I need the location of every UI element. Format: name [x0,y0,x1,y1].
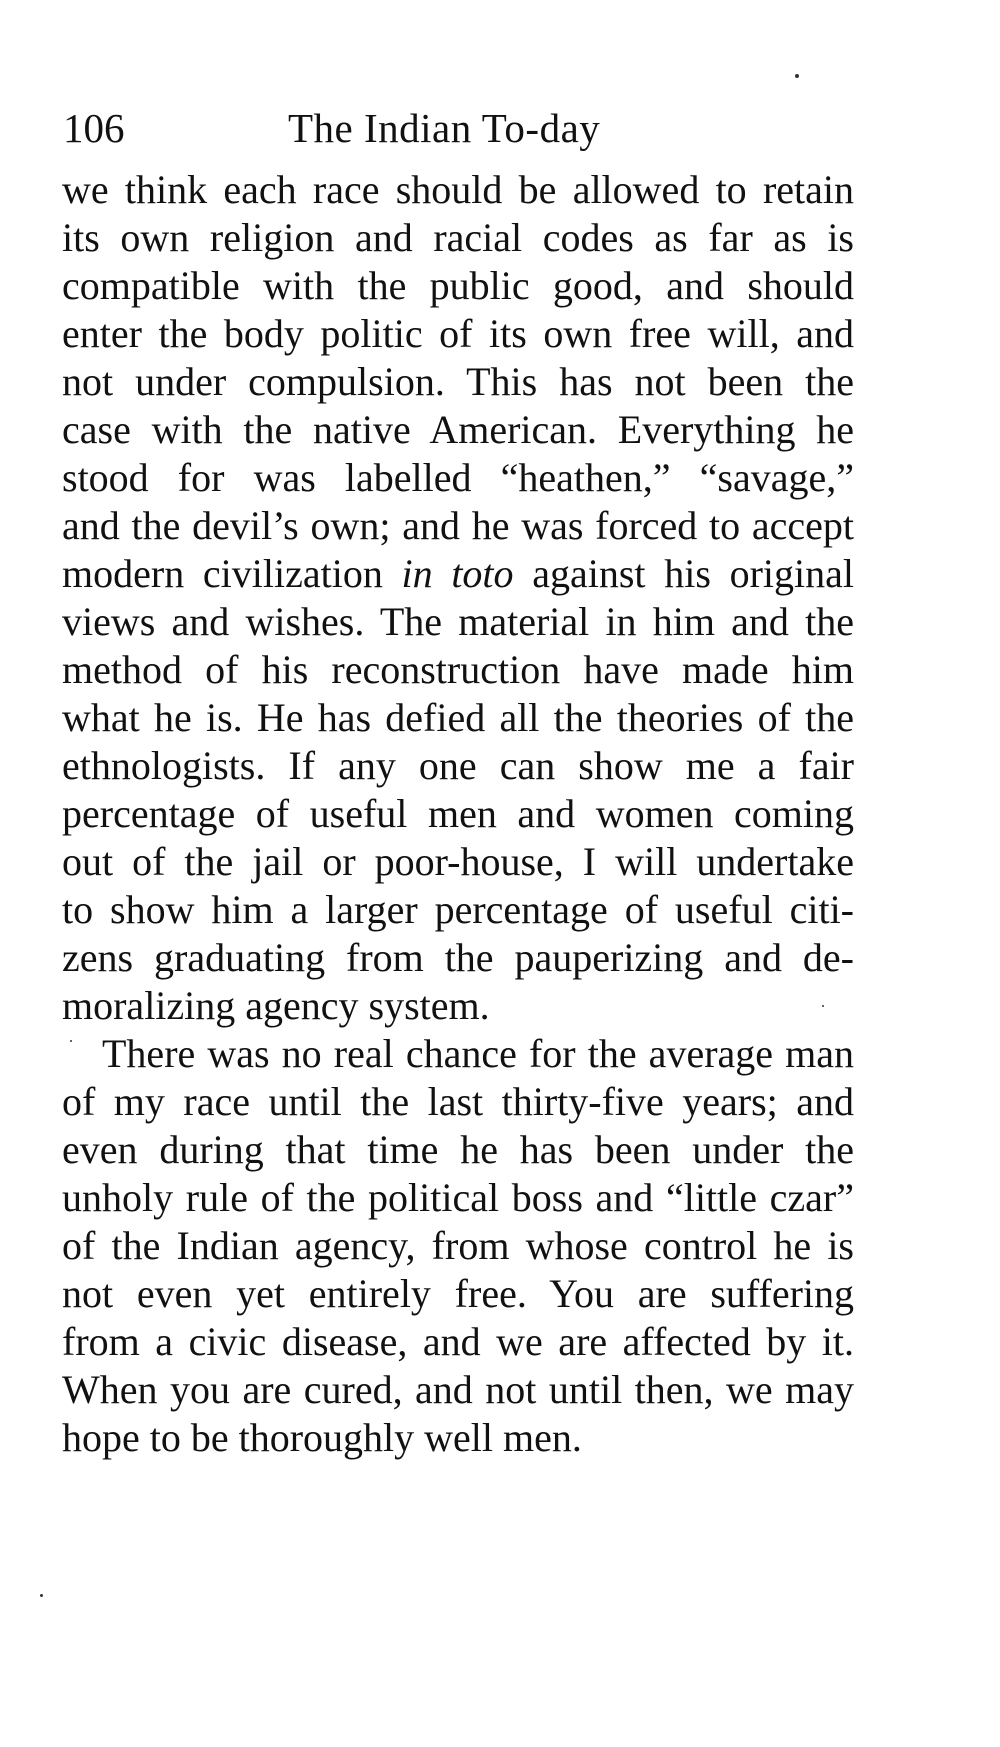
text-line: out of the jail or poor-house, I will undertake [62,839,854,884]
text-line: percentage of useful men and women coming [62,791,854,836]
text-line: views and wishes. The material in him and the [62,599,854,644]
text-line: case with the native American. Everything he [62,407,854,452]
scan-speck [822,1005,824,1007]
page-header [63,98,853,158]
text-line: zens graduating from the pauperizing and de- [62,935,854,980]
body-text [62,166,854,1462]
text-line: When you are cured, and not until then, we may [62,1367,854,1412]
text-line: hope to be thoroughly well men. [62,1415,582,1460]
scan-speck [40,1594,43,1597]
running-title: The Indian To-day [288,105,601,151]
text-line: from a civic disease, and we are affected by it. [62,1319,854,1364]
text-line: moralizing agency system. [62,983,490,1028]
text-line: of my race until the last thirty-five years; and [62,1079,854,1124]
text-line-with-italic [62,550,854,598]
scan-speck [795,74,799,78]
italic-phrase: in toto [401,551,514,596]
text-line: ethnologists. If any one can show me a fair [62,743,854,788]
text-line: even during that time he has been under the [62,1127,854,1172]
text-segment: modern civilization [62,551,383,596]
text-line: to show him a larger percentage of useful citi- [62,887,854,932]
text-line: and the devil’s own; and he was forced to accept [62,503,854,548]
scan-speck [70,1040,72,1042]
page-number: 106 [63,105,125,151]
text-segment: against his original [532,551,854,596]
text-line: unholy rule of the political boss and “little czar” [62,1175,854,1220]
text-line: compatible with the public good, and should [62,263,854,308]
text-line: not under compulsion. This has not been the [62,359,854,404]
text-line: not even yet entirely free. You are suffering [62,1271,854,1316]
paragraph-2 [62,1030,854,1462]
text-line: enter the body politic of its own free will, and [62,311,854,356]
text-line: what he is. He has defied all the theories of the [62,695,854,740]
text-line: stood for was labelled “heathen,” “savage,” [62,455,854,500]
text-line: its own religion and racial codes as far as is [62,215,854,260]
paragraph-1 [62,166,854,1030]
text-line: we think each race should be allowed to retain [62,167,854,212]
text-line: method of his reconstruction have made him [62,647,854,692]
text-line: There was no real chance for the average man [102,1031,854,1076]
text-line: of the Indian agency, from whose control he is [62,1223,854,1268]
